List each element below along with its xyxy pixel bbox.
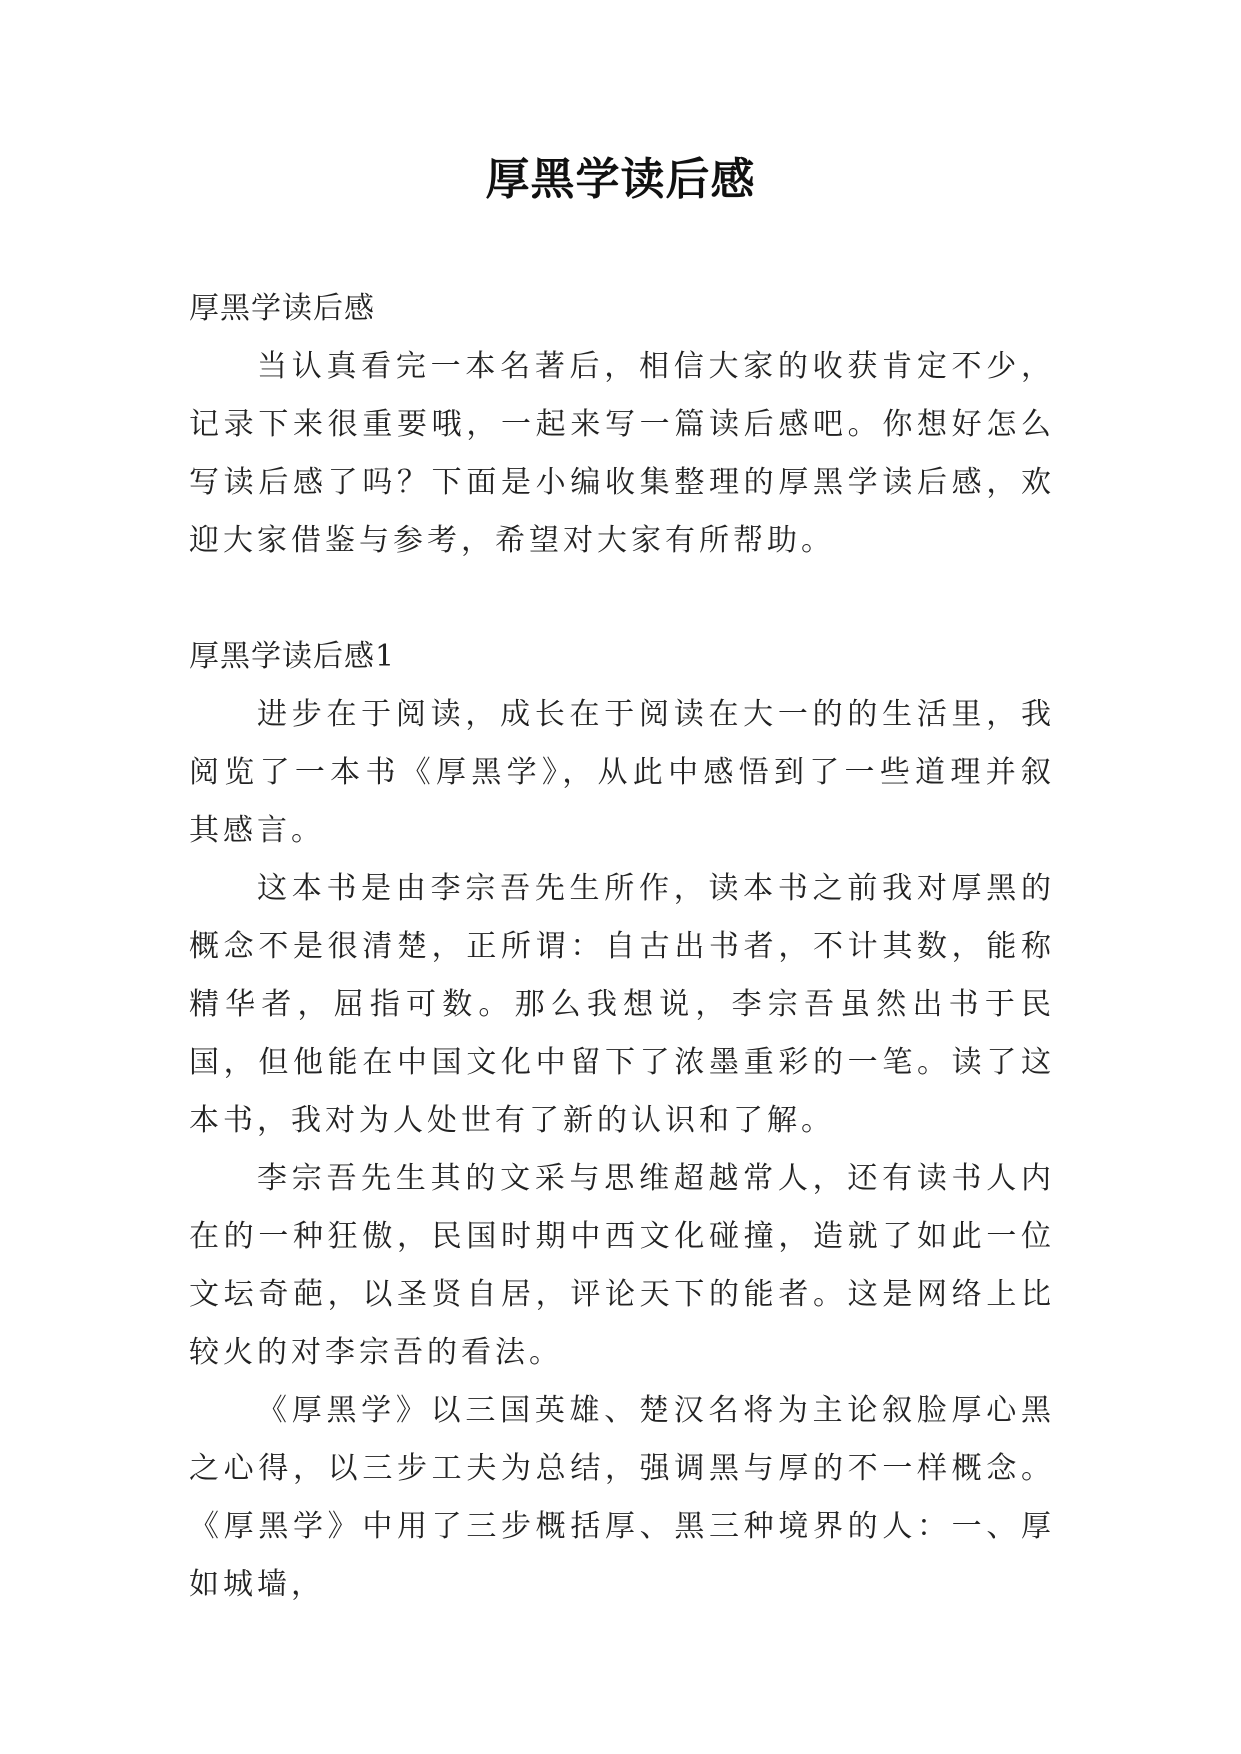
- section-1-paragraph-4: 《厚黑学》以三国英雄、楚汉名将为主论叙脸厚心黑之心得，以三步工夫为总结，强调黑与厚的不一样概念。《厚黑学》中用了三步概括厚、黑三种境界的人：一、厚如城墙，: [189, 1393, 1055, 1602]
- section-1-heading: 厚黑学读后感1: [189, 639, 396, 674]
- section-1-paragraph-3: 李宗吾先生其的文采与思维超越常人，还有读书人内在的一种狂傲，民国时期中西文化碰撞，造就了如此一位文坛奇葩，以圣贤自居，评论天下的能者。这是网络上比较火的对李宗吾的看法。: [189, 1161, 1055, 1370]
- section-spacer: [189, 570, 1055, 628]
- document-title: 厚黑学读后感: [485, 154, 756, 205]
- document-body: [189, 280, 1055, 1614]
- section-1-paragraph-2: 这本书是由李宗吾先生所作，读本书之前我对厚黑的概念不是很清楚，正所谓：自古出书者，不计其数，能称精华者，屈指可数。那么我想说，李宗吾虽然出书于民国，但他能在中国文化中留下了浓墨重彩的一笔。读了这本书，我对为人处世有了新的认识和了解。: [189, 871, 1055, 1138]
- section-1-paragraph-1: 进步在于阅读，成长在于阅读在大一的的生活里，我阅览了一本书《厚黑学》，从此中感悟到了一些道理并叙其感言。: [189, 697, 1055, 848]
- intro-heading: 厚黑学读后感: [189, 291, 375, 326]
- intro-paragraph: 当认真看完一本名著后，相信大家的收获肯定不少，记录下来很重要哦，一起来写一篇读后感吧。你想好怎么写读后感了吗？下面是小编收集整理的厚黑学读后感，欢迎大家借鉴与参考，希望对大家有所帮助。: [189, 349, 1055, 558]
